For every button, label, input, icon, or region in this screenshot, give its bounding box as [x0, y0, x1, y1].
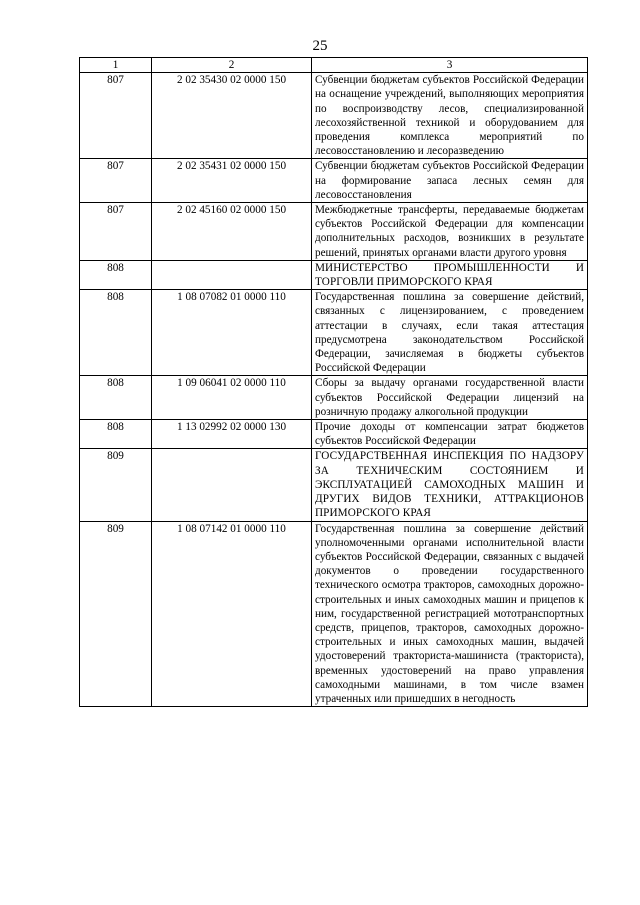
administrator-code-cell: 807 — [80, 73, 152, 159]
table-row — [80, 420, 588, 449]
page-number: 25 — [312, 38, 328, 54]
table-row — [80, 159, 588, 203]
table-row — [80, 290, 588, 376]
column-number-3: 3 — [312, 58, 588, 73]
revenue-description-cell: Государственная пошлина за совершение действий, связанных с лицензированием, с проведением аттестации в случаях, если такая аттестация предусмотрена законодательством Российской Федерации, зачисляемая в бюджеты субъектов Российской Федерации — [312, 290, 588, 376]
table-row — [80, 260, 588, 289]
revenue-code-cell: 2 02 45160 02 0000 150 — [152, 203, 312, 261]
column-number-2: 2 — [152, 58, 312, 73]
revenue-description-cell: Государственная пошлина за совершение действий уполномоченными органами исполнительной власти субъектов Российской Федерации, связанных с выдачей документов о проведении государственного технического осмотра тракторов, самоходных дорожно-строительных и иных самоходных машин и прицепов к ним, государственной регистрацией мототранспортных средств, прицепов, тракторов, самоходных дорожно-строительных и иных самоходных машин, выдачей удостоверений тракториста-машиниста (тракториста), временных удостоверений на право управления самоходными машинами, в том числе взамен утраченных или пришедших в негодность — [312, 521, 588, 707]
revenue-code-cell — [152, 449, 312, 521]
administrator-code-cell: 809 — [80, 521, 152, 707]
revenue-code-cell: 1 08 07142 01 0000 110 — [152, 521, 312, 707]
administrator-code-cell: 808 — [80, 290, 152, 376]
revenue-code-cell — [152, 260, 312, 289]
revenue-code-cell: 2 02 35430 02 0000 150 — [152, 73, 312, 159]
revenue-description-cell: Субвенции бюджетам субъектов Российской Федерации на формирование запаса лесных семян для лесовосстановления — [312, 159, 588, 203]
table-row — [80, 521, 588, 707]
revenue-code-cell: 2 02 35431 02 0000 150 — [152, 159, 312, 203]
table-row — [80, 203, 588, 261]
table-body — [80, 73, 588, 707]
revenue-description-cell: Сборы за выдачу органами государственной власти субъектов Российской Федерации лицензий на розничную продажу алкогольной продукции — [312, 376, 588, 420]
administrator-code-cell: 808 — [80, 260, 152, 289]
administrator-name-cell: МИНИСТЕРСТВО ПРОМЫШЛЕННОСТИ И ТОРГОВЛИ ПРИМОРСКОГО КРАЯ — [312, 260, 588, 289]
administrator-code-cell: 807 — [80, 159, 152, 203]
table-row — [80, 73, 588, 159]
revenue-code-cell: 1 13 02992 02 0000 130 — [152, 420, 312, 449]
administrator-code-cell: 808 — [80, 420, 152, 449]
administrator-code-cell: 807 — [80, 203, 152, 261]
revenue-description-cell: Субвенции бюджетам субъектов Российской Федерации на оснащение учреждений, выполняющих мероприятия по воспроизводству лесов, специализированной лесохозяйственной техникой и оборудованием для проведения комплекса мероприятий по лесовосстановлению и лесоразведению — [312, 73, 588, 159]
revenue-code-cell: 1 08 07082 01 0000 110 — [152, 290, 312, 376]
administrator-code-cell: 809 — [80, 449, 152, 521]
revenue-description-cell: Прочие доходы от компенсации затрат бюджетов субъектов Российской Федерации — [312, 420, 588, 449]
column-number-row — [80, 58, 588, 73]
administrator-name-cell: ГОСУДАРСТВЕННАЯ ИНСПЕКЦИЯ ПО НАДЗОРУ ЗА ТЕХНИЧЕСКИМ СОСТОЯНИЕМ И ЭКСПЛУАТАЦИЕЙ САМОХОДНЫХ МАШИН И ДРУГИХ ВИДОВ ТЕХНИКИ, АТТРАКЦИОНОВ ПРИМОРСКОГО КРАЯ — [312, 449, 588, 521]
column-number-1: 1 — [80, 58, 152, 73]
revenue-description-cell: Межбюджетные трансферты, передаваемые бюджетам субъектов Российской Федерации для компенсации дополнительных расходов, возникших в результате решений, принятых органами власти другого уровня — [312, 203, 588, 261]
administrator-code-cell: 808 — [80, 376, 152, 420]
revenue-code-cell: 1 09 06041 02 0000 110 — [152, 376, 312, 420]
table-row — [80, 376, 588, 420]
revenue-codes-table — [79, 57, 588, 707]
table-row — [80, 449, 588, 521]
